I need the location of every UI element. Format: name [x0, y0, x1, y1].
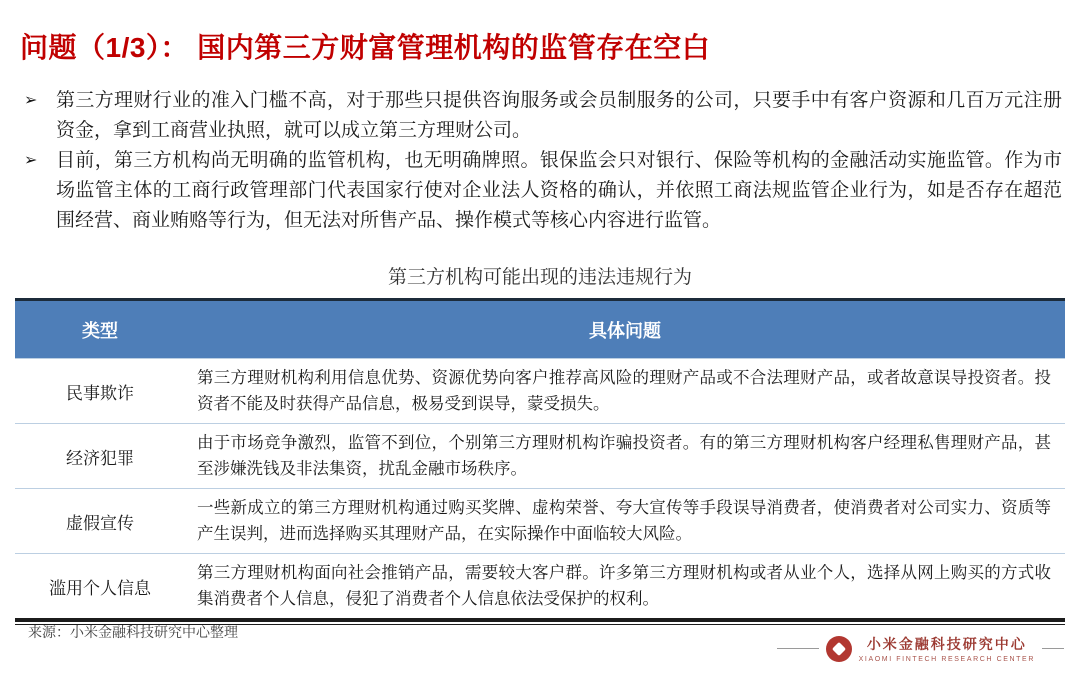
footer-logo: [777, 634, 1064, 663]
logo-name-cn: 小米金融科技研究中心: [866, 636, 1027, 652]
table-header-row: [15, 301, 1065, 358]
bullet-arrow-icon: ➢: [24, 92, 38, 109]
logo-divider-right: [1042, 648, 1064, 649]
row-type: 经济犯罪: [66, 448, 134, 468]
row-type: 民事欺诈: [66, 383, 134, 403]
row-type: 虚假宣传: [66, 513, 134, 533]
bullet-arrow-icon: ➢: [24, 152, 38, 169]
source-note: 来源：小米金融科技研究中心整理: [28, 624, 238, 640]
table-row: [15, 423, 1065, 488]
coin-logo-icon: [826, 636, 852, 662]
row-type: 滥用个人信息: [49, 578, 151, 598]
table-row: [15, 553, 1065, 618]
logo-name-en: XIAOMI FINTECH RESEARCH CENTER: [858, 656, 1035, 663]
table-row: [15, 358, 1065, 423]
logo-text-block: [859, 634, 1035, 663]
header-cell-type: 类型: [82, 320, 118, 341]
bullet-text: 第三方理财行业的准入门槛不高，对于那些只提供咨询服务或会员制服务的公司，只要手中有客户资源和几百万元注册资金，拿到工商营业执照，就可以成立第三方理财公司。: [56, 90, 1062, 141]
row-issue: 第三方理财机构面向社会推销产品，需要较大客户群。许多第三方理财机构或者从业个人，选择从网上购买的方式收集消费者个人信息，侵犯了消费者个人信息依法受保护的权利。: [197, 564, 1051, 608]
logo-divider-left: [777, 648, 819, 649]
page-title: 问题（1/3）： 国内第三方财富管理机构的监管存在空白: [20, 32, 711, 63]
bullet-text: 目前，第三方机构尚无明确的监管机构，也无明确牌照。银保监会只对银行、保险等机构的金融活动实施监管。作为市场监管主体的工商行政管理部门代表国家行使对企业法人资格的确认，并依照工商法规监管企业行为，如是否存在超范围经营、商业贿赂等行为，但无法对所售产品、操作模式等核心内容进行监管。: [56, 150, 1062, 231]
row-issue: 第三方理财机构利用信息优势、资源优势向客户推荐高风险的理财产品或不合法理财产品，或者故意误导投资者。投资者不能及时获得产品信息，极易受到误导，蒙受损失。: [197, 369, 1051, 413]
bullet-item: [24, 86, 1062, 146]
table-row: [15, 488, 1065, 553]
table-caption: 第三方机构可能出现的违法违规行为: [387, 267, 692, 288]
header-cell-issue: 具体问题: [589, 320, 661, 341]
bullet-item: [24, 146, 1062, 236]
bullet-list: [24, 86, 1062, 236]
violations-table: [15, 298, 1065, 625]
row-issue: 一些新成立的第三方理财机构通过购买奖牌、虚构荣誉、夸大宣传等手段误导消费者，使消费者对公司实力、资质等产生误判，进而选择购买其理财产品，在实际操作中面临较大风险。: [197, 499, 1051, 543]
row-issue: 由于市场竞争激烈，监管不到位，个别第三方理财机构诈骗投资者。有的第三方理财机构客户经理私售理财产品，甚至涉嫌洗钱及非法集资，扰乱金融市场秩序。: [197, 434, 1051, 478]
